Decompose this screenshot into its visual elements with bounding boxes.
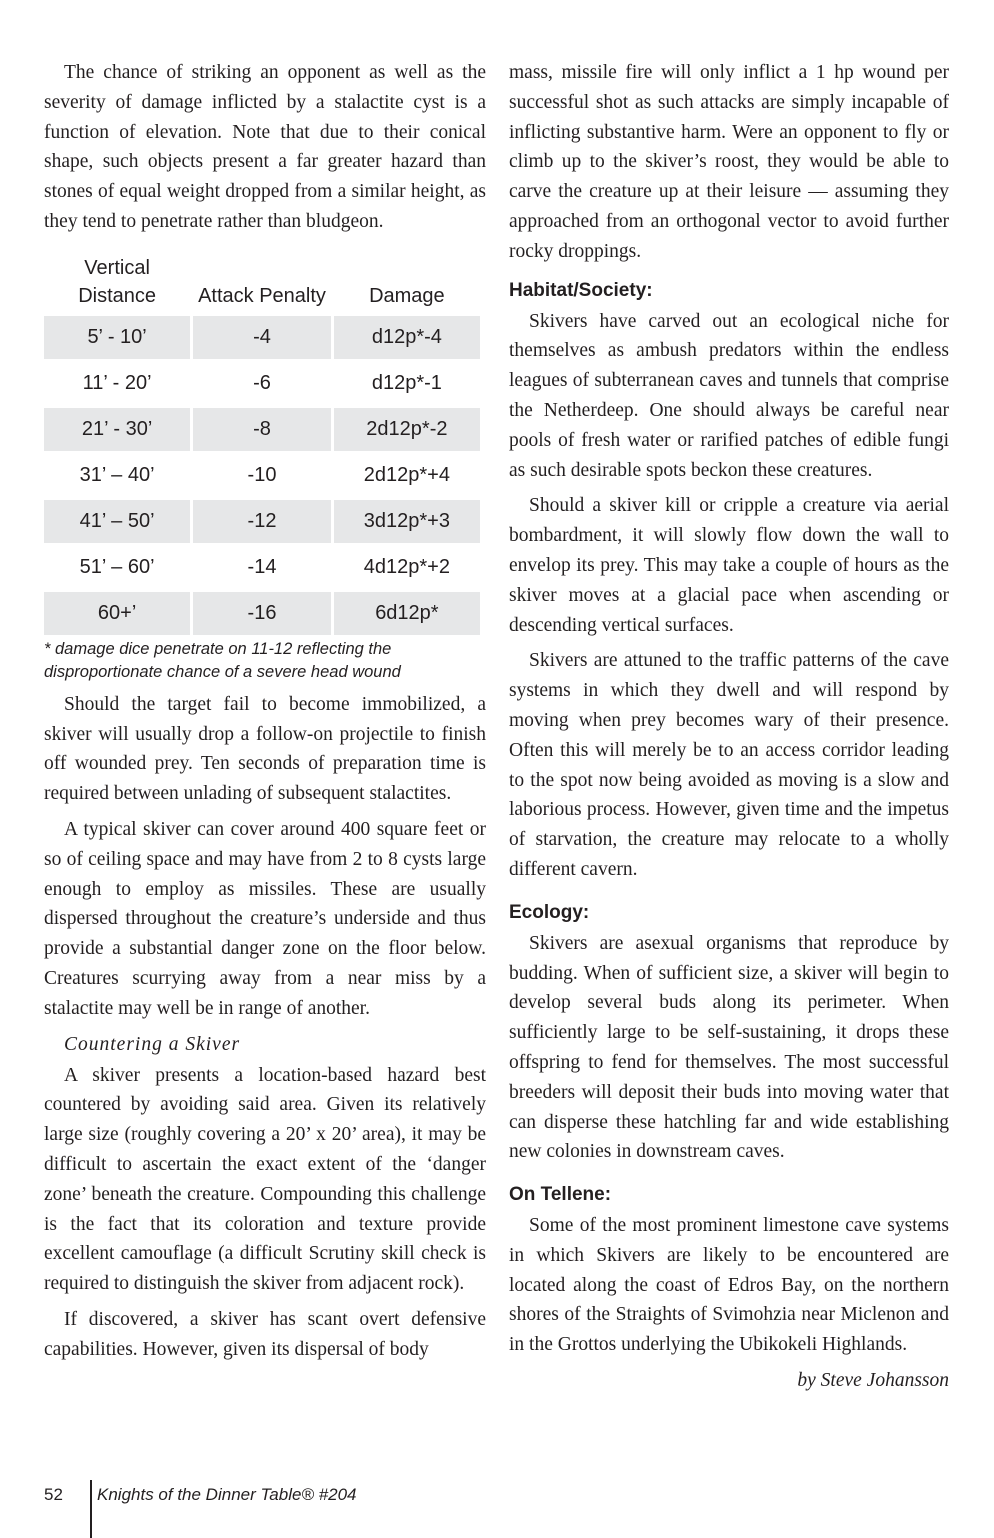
body-paragraph: Should a skiver kill or cripple a creature via aerial bombardment, it will slowly flow down the wall to envelop its prey. This may take a couple of hours as the skiver moves at a glacial pace when ascending or descending vertical surfaces. (509, 495, 949, 636)
header-vertical-distance: Vertical Distance (78, 256, 156, 307)
left-column (44, 58, 486, 1371)
cell-penalty: -16 (193, 592, 331, 635)
cell-penalty: -8 (193, 408, 331, 451)
cell-distance: 5’ - 10’ (44, 316, 190, 359)
cell-distance: 41’ – 50’ (44, 500, 190, 543)
table-header-row (44, 254, 480, 313)
cell-damage: 2d12p*-2 (334, 408, 480, 451)
cell-distance: 51’ – 60’ (79, 555, 155, 578)
cell-damage: 3d12p*+3 (334, 500, 480, 543)
cell-distance: 21’ - 30’ (44, 408, 190, 451)
tellene-heading: On Tellene: (509, 1184, 612, 1206)
cell-damage: 6d12p* (334, 592, 480, 635)
header-damage: Damage (369, 284, 445, 307)
table-row (44, 454, 480, 497)
body-paragraph: Should the target fail to become immobilized, a skiver will usually drop a follow-on projectile to finish off wounded prey. Ten seconds of preparation time is required between unlading of subsequent stalactites. (44, 693, 486, 805)
author-byline: by Steve Johansson (797, 1370, 949, 1392)
table-row (44, 592, 480, 635)
intro-paragraph: The chance of striking an opponent as well as the severity of damage inflicted by a stalactite cyst is a function of elevation. Note that due to their conical shape, such objects present a far greater hazard than stones of equal weight dropped from a similar height, as they tend to penetrate rather than bludgeon. (44, 62, 486, 232)
table-row (44, 408, 480, 451)
cell-penalty: -10 (247, 463, 277, 486)
table-row (44, 316, 480, 359)
countering-subheading: Countering a Skiver (64, 1033, 241, 1055)
cell-penalty: -6 (253, 371, 271, 394)
footer-divider (90, 1480, 92, 1538)
publication-title: Knights of the Dinner Table® #204 (97, 1485, 357, 1504)
cell-penalty: -14 (247, 555, 277, 578)
header-attack-penalty: Attack Penalty (198, 284, 326, 307)
table-footnote: * damage dice penetrate on 11-12 reflecting the disproportionate chance of a severe head wound (44, 639, 401, 681)
right-column (509, 58, 949, 1395)
cell-damage: 4d12p*+2 (363, 555, 450, 578)
cell-damage: d12p*-4 (334, 316, 480, 359)
habitat-heading: Habitat/Society: (509, 279, 653, 301)
cell-distance: 31’ – 40’ (79, 463, 155, 486)
table-row (44, 362, 480, 405)
table-row (44, 500, 480, 543)
body-paragraph: Skivers have carved out an ecological niche for themselves as ambush predators within the endless leagues of subterranean caves and tunnels that comprise the Netherdeep. One should always be careful near pools of fresh water or rarified patches of edible fungi as such desirable spots beckon these creatures. (509, 310, 949, 481)
ecology-heading: Ecology: (509, 901, 590, 923)
cell-penalty: -12 (193, 500, 331, 543)
page-number: 52 (44, 1485, 63, 1504)
body-paragraph: Skivers are attuned to the traffic patterns of the cave systems in which they dwell and will respond by moving when prey becomes wary of their presence. Often this will merely be to an access corridor leading to the spot now being avoided as moving is a slow and laborious process. However, given time and the impetus of starvation, the creature may relocate to a wholly different cavern. (509, 650, 949, 880)
body-paragraph: Skivers are asexual organisms that reproduce by budding. When of sufficient size, a skiver will begin to develop several buds along its perimeter. When sufficiently large to be self-sustaining, it drops these offspring to fend for themselves. The most successful breeders will deposit their buds into moving water that can disperse these hatchling far and wide establishing new colonies in downstream caves. (509, 932, 949, 1163)
body-paragraph: If discovered, a skiver has scant overt defensive capabilities. However, given its dispersal of body (44, 1308, 486, 1360)
cell-distance: 60+’ (44, 592, 190, 635)
body-paragraph: Some of the most prominent limestone cave systems in which Skivers are likely to be encountered are located along the coast of Edros Bay, on the northern shores of the Straights of Svimohzia near Miclenon and in the Grottos underlying the Ubikokeli Highlands. (509, 1215, 949, 1356)
table-row (44, 546, 480, 589)
body-paragraph: A skiver presents a location-based hazard best countered by avoiding said area. Given its relatively large size (roughly covering a 20’ x 20’ area), it may be difficult to ascertain the exact extent of the ‘danger zone’ beneath the creature. Compounding this challenge is the fact that its coloration and texture provide excellent camouflage (a difficult Scrutiny skill check is required to distinguish the skiver from adjacent rock). (44, 1064, 486, 1295)
cell-distance: 11’ - 20’ (82, 371, 152, 394)
cell-damage: 2d12p*+4 (363, 463, 450, 486)
continued-paragraph: mass, missile fire will only inflict a 1 hp wound per successful shot as such attacks are simply incapable of inflicting substantive harm. Were an opponent to fly or climb up to the skiver’s roost, they would be able to carve the creature up at their leisure — assuming they approached from an orthogonal vector to avoid further rocky droppings. (509, 62, 949, 262)
cell-penalty: -4 (193, 316, 331, 359)
body-paragraph: A typical skiver can cover around 400 square feet or so of ceiling space and may have from 2 to 8 cysts large enough to employ as missiles. These are usually dispersed throughout the creature’s underside and thus provide a substantial danger zone on the floor below. Creatures scurrying away from a near miss by a stalactite may well be in range of another. (44, 818, 486, 1019)
stalactite-damage-table (41, 251, 483, 638)
cell-damage: d12p*-1 (371, 371, 442, 394)
